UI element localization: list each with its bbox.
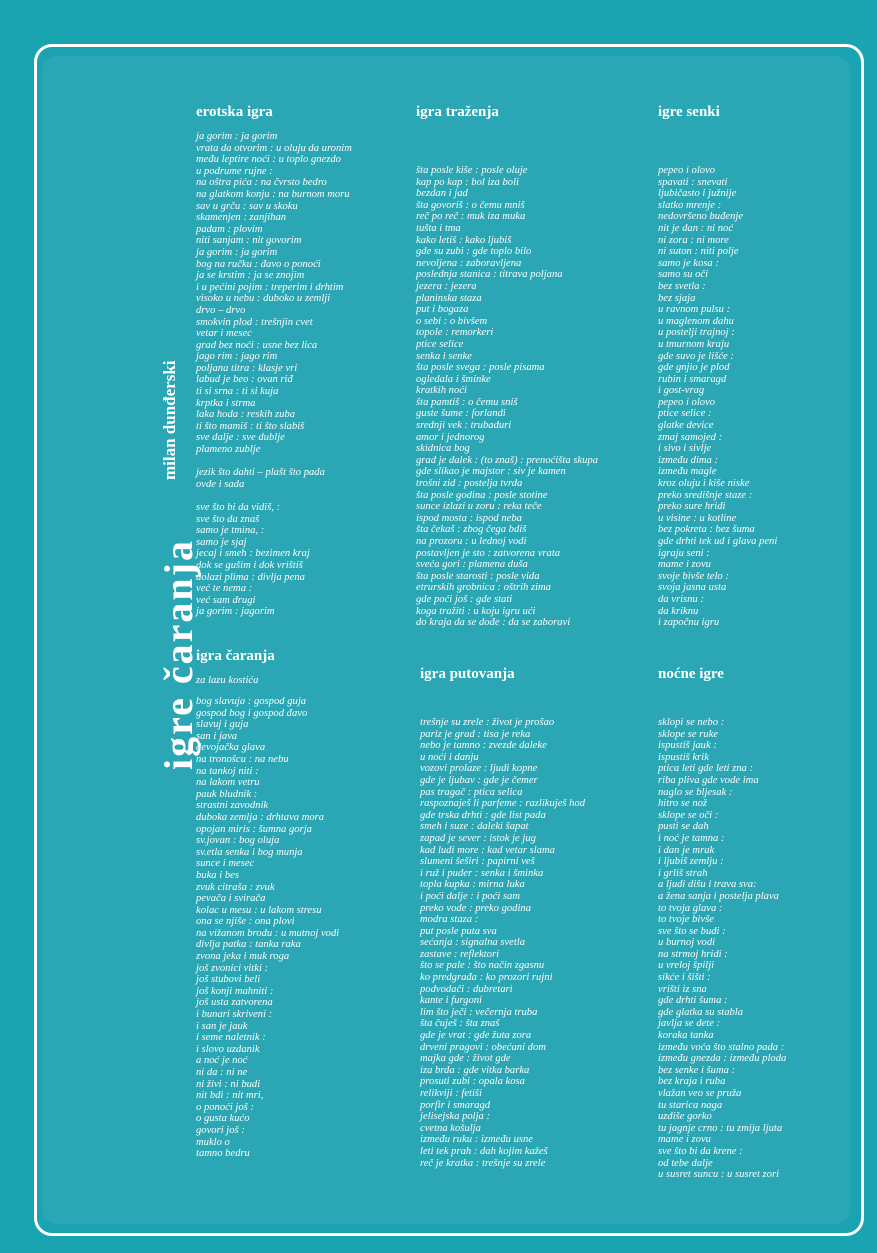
poem-line: o sebi : o bivšem	[416, 315, 488, 327]
poem-line: gde slikao je majstor : siv je kamen	[416, 466, 566, 478]
poem-line: i ruž i puder : senka i šminka	[420, 867, 544, 879]
poem-line: sklopi se nebo :	[658, 717, 725, 728]
poem-line: koga tražiti : u koju igru ući	[416, 605, 536, 617]
poem-line: već sam drugi	[196, 594, 256, 606]
poem-line: pepeo i olovo	[658, 396, 716, 408]
poem-line: mame i zovu	[658, 559, 711, 571]
poem-line: preko središnje staze :	[658, 489, 753, 501]
poem-line: i gost-vrag	[658, 385, 705, 397]
poem-line: gde glatka su stabla	[658, 1006, 744, 1018]
poem-line: sećanja : signalna svetla	[420, 937, 526, 949]
poem-line: visoko u nebu : duboko u zemlji	[196, 293, 331, 305]
poem-line: relikviji : fetiši	[420, 1088, 482, 1099]
poem-line: krptka i strma	[196, 397, 256, 409]
poem-line: strastni zavodnik	[196, 800, 269, 812]
poem-line: između voća što stalno pada :	[658, 1041, 785, 1053]
poem-line: skidnica bog	[416, 443, 470, 455]
poem-line: plameno zublje	[196, 444, 261, 456]
poem-line: sunce i mesec	[196, 858, 255, 870]
poem-line: koraka tanka	[658, 1030, 714, 1042]
poem-line: skamenjen : zanjihan	[196, 212, 287, 224]
poem-line: put posle puta sva	[420, 925, 497, 937]
poem-line: u vreloj špilji	[658, 960, 715, 972]
poem-line: i u pećini pojim : treperim i drhtim	[196, 281, 344, 293]
poem-line: sveća gori : plamena duša	[416, 559, 528, 571]
poem-line: da kriknu	[658, 605, 699, 617]
poem-line: a ljudi dišu i trava sva:	[658, 879, 757, 891]
poem-line: slavuj i guja	[196, 719, 249, 731]
section-trazenja	[416, 104, 598, 629]
poem-line: sikće i šišti :	[658, 972, 711, 984]
section-title: igra putovanja	[420, 666, 515, 682]
poem-line: drvo – drvo	[196, 304, 246, 316]
poem-line: svoja jasna usta	[658, 582, 727, 594]
poem-line: kante i furgoni	[420, 995, 482, 1007]
poem-line: i seme naletnik :	[196, 1032, 266, 1044]
poem-line: šta posle starosti : posle vida	[416, 570, 540, 582]
poem-line: bezdan i jad	[416, 188, 468, 200]
poem-line: niti sanjam : nit govorim	[196, 235, 302, 247]
poem-line: na strmoj hridi :	[658, 948, 728, 960]
poem-line: riba pliva gde vode ima	[658, 774, 759, 786]
poem-line: put i bogaza	[416, 304, 469, 316]
poem-line: ljubičasto i južnije	[658, 188, 737, 200]
poem-line: na tankoj niti :	[196, 765, 259, 777]
poem-line: šta posle svega : posle pisama	[416, 362, 545, 374]
poem-line: sve što da znaš	[196, 513, 260, 525]
poem-line: poslednja stanica : titrava poljana	[416, 269, 563, 281]
poem-line: jago rim : jago rim	[196, 351, 278, 363]
poem-line: među leptire noći : u toplo gnezdo	[196, 154, 341, 166]
poem-line: gde trska drhti : gde list pada	[420, 809, 546, 821]
poem-line: bez svetla :	[658, 280, 706, 292]
poem-line: ni suton : niti polje	[658, 246, 739, 258]
poem-line: to tvoja glava :	[658, 902, 723, 914]
poem-line: ogledala i šminke	[416, 373, 491, 385]
section-title: igra traženja	[416, 104, 499, 120]
poem-line: šta posle kiše : posle oluje	[416, 165, 528, 176]
poem-line: gde drhti šuma :	[658, 995, 728, 1007]
poem-line: pepeo i olovo	[658, 165, 716, 176]
poem-line: ispod mosta : ispod neba	[416, 512, 522, 524]
poem-lines	[658, 717, 786, 1181]
poem-line: ispustiš jauk :	[658, 740, 717, 752]
poem-line: šta posle godina : posle stotine	[416, 489, 548, 501]
poem-line: vetar i mesec	[196, 328, 252, 340]
poem-line: ni živi : ni budi	[196, 1078, 261, 1090]
poem-line: u burnoj vodi	[658, 937, 716, 949]
poem-line: još stubovi beli	[196, 974, 261, 986]
poem-line: majka gde : život gde	[420, 1053, 511, 1065]
poem-line: i dan je mrak	[658, 844, 715, 856]
book-title: igre čaranja	[156, 539, 201, 770]
poem-line: ptice selice	[416, 338, 464, 350]
poem-line: na lakom vetru	[196, 777, 260, 789]
poem-line: bez senke i šuma :	[658, 1064, 736, 1076]
poem-line: sv.etla senka i bog munja	[196, 846, 303, 858]
poem-line: jezik što dahti – plašt što pada	[196, 467, 325, 479]
poem-line: bez kraja i ruba	[658, 1076, 726, 1088]
poem-line: što se pale : što način zgasnu	[420, 960, 545, 972]
poem-line: i bunari skriveni :	[196, 1009, 273, 1021]
poem-line: topla kupka : mirna luka	[420, 879, 525, 891]
poem-line: amor i jednorog	[416, 431, 485, 443]
poem-line: pas tragač : ptica selica	[420, 786, 523, 798]
poem-line: gde je vrat : gde žuta zora	[420, 1030, 532, 1042]
poem-line: trešnje su zrele : život je prošao	[420, 717, 555, 728]
poem-line: pauk bludnik :	[196, 788, 258, 800]
poem-line: postavljen je sto : zatvorena vrata	[416, 547, 561, 559]
poem-line: smokvin plod : trešnjin cvet	[196, 316, 313, 328]
poem-line: san i java	[196, 730, 238, 742]
poem-line: planinska staza	[416, 292, 482, 304]
poem-line: gde gnjio je plod	[658, 362, 730, 374]
poem-line: zastave : reflektori	[420, 948, 500, 960]
poem-line: nebo je tamno : zvezde daleke	[420, 740, 547, 752]
poem-line: o ponoći još :	[196, 1101, 254, 1113]
poem-line: između dima :	[658, 454, 719, 466]
poem-line: ni zora : ni more	[658, 234, 729, 246]
section-title: erotska igra	[196, 104, 273, 120]
poem-line: šta pamtiš : o čemu sniš	[416, 396, 518, 408]
poem-line: ona se njiše : ona plovi	[196, 916, 295, 928]
poem-line: na vižanom brodu : u mutnoj vodi	[196, 927, 340, 939]
poem-line: preko vode : preko godina	[420, 902, 532, 914]
poem-line: sklope se ruke	[658, 728, 719, 740]
poem-line: grad bez noći : usne bez lica	[196, 339, 318, 351]
poem-line: zapad je sever : istok je jug	[420, 832, 536, 844]
poem-line	[196, 490, 352, 502]
poem-line: šta čuješ : šta znaš	[420, 1018, 500, 1030]
poem-line: nit je dan : ni noć	[658, 222, 734, 234]
poem-line: kako letiš : kako ljubiš	[416, 234, 512, 246]
poem-line: gde je ljubav : gde je čemer	[420, 774, 538, 786]
poem-line: naglo se bljesak :	[658, 786, 733, 798]
poem-lines	[420, 717, 585, 1169]
poem-line: slumeni šeširi : papirni veš	[420, 856, 535, 868]
poem-line: od tebe dalje	[658, 1157, 713, 1169]
poem-line: spavati : snevati	[658, 176, 728, 188]
poem-line: između magle	[658, 466, 717, 478]
poem-line: a žena sanja i postelja plava	[658, 890, 779, 902]
poem-line: dok se gušim i dok vrištiš	[196, 559, 303, 571]
poem-line: prosuti zubi : opala kosa	[420, 1076, 525, 1088]
poem-line: a noć je noć	[196, 1055, 248, 1067]
poem-line: ja se krstim : ja se znojim	[196, 270, 305, 282]
poem-line: guste šume : forlandi	[416, 408, 506, 420]
poem-line: vrišti iz sna	[658, 983, 707, 995]
poem-line: leti tek prah : dah kojim kažeš	[420, 1145, 548, 1157]
poem-line: kap po kap : bol iza boli	[416, 176, 519, 188]
poem-line: sunce izlazi u zoru : reka teče	[416, 501, 542, 513]
poem-line: u ravnom pulsu :	[658, 304, 731, 316]
poem-line: sklope se oči :	[658, 809, 719, 821]
poem-line: kroz oluju i kiše niske	[658, 478, 750, 490]
poem-line: vlažan veo se pruža	[658, 1088, 742, 1099]
poem-line: reč je kratka : trešnje su zrele	[420, 1157, 546, 1169]
poem-line: na tronošcu : na nebu	[196, 753, 289, 765]
book-author: milan dunđerski	[160, 360, 179, 480]
poem-lines	[196, 696, 339, 1160]
poem-line: sav u grču : sav u skoku	[196, 200, 298, 212]
poem-line: na oštra pića : na čvrsto bedro	[196, 177, 327, 189]
poem-line: bog slavuja : gospod guja	[196, 696, 307, 707]
poem-line: ni da : ni ne	[196, 1067, 248, 1078]
poem-line: još usta zatvorena	[196, 997, 273, 1009]
poem-line: između ruku : između usne	[420, 1134, 533, 1146]
poem-line: u podrume rujne :	[196, 165, 273, 177]
poem-line: ja gorim : ja gorim	[196, 246, 278, 258]
poem-line: i započnu igru	[658, 617, 720, 629]
poem-line: bog na ručku : đavo o ponoći	[196, 258, 321, 270]
poem-lines	[196, 131, 352, 618]
poem-line	[196, 456, 352, 468]
poem-line: igraju seni :	[658, 547, 710, 559]
poem-line: kolac u mesu : u lakom stresu	[196, 904, 322, 916]
poem-line: tu jagnje crno : tu zmija ljuta	[658, 1122, 783, 1134]
poem-line: glatke device	[658, 420, 714, 432]
poem-line: laka hoda : reskih zuba	[196, 409, 296, 421]
poem-line: šta čekaš : zbog čega bdiš	[416, 524, 527, 536]
poem-line: poljana titra : klasje vri	[196, 362, 298, 374]
poem-line: etrurskih grobnica : oštrih zima	[416, 582, 551, 594]
poem-line: kad ludi more : kad vetar slama	[420, 844, 555, 856]
section-caranja	[196, 648, 339, 1160]
poem-line: jelisejska polja :	[420, 1111, 491, 1123]
poem-line: senka i senke	[416, 350, 472, 362]
poem-line: padam : plovim	[196, 223, 263, 235]
poem-line: vrata da otvorim : u oluju da uronim	[196, 142, 352, 154]
poem-line: drveni pragovi : obećani dom	[420, 1041, 546, 1053]
poem-line: samo su oči	[658, 269, 709, 281]
poem-line: bez pokreta : bez šuma	[658, 524, 755, 536]
poem-line: ti što mamiš : ti što slabiš	[196, 420, 305, 432]
poem-line: sve dalje : sve dublje	[196, 432, 285, 444]
poem-line: vozovi prolaze : ljudi kopne	[420, 763, 538, 775]
poem-line: nedovršeno buđenje	[658, 211, 744, 223]
poem-line: sve što bi da krene :	[658, 1145, 743, 1157]
poem-line: ti si srna : ti si kuja	[196, 386, 279, 398]
poem-line: labud je beo : ovan riđ	[196, 374, 293, 386]
poem-line: opojan miris : šumna gorja	[196, 823, 312, 835]
poem-line: hitro se nož	[658, 798, 708, 810]
poem-lines	[416, 165, 598, 629]
poem-line: jecaj i smeh : bezimen kraj	[196, 548, 310, 560]
poem-line: svoje bivše telo :	[658, 570, 729, 582]
poem-line: nevoljena : zaboravljena	[416, 257, 522, 269]
poem-line: da vrisnu :	[658, 593, 704, 605]
poem-line: bez sjaja	[658, 292, 696, 304]
poem-line: cvetna košulja	[420, 1122, 481, 1134]
poem-line: grad je dalek : (to znaš) : prenoćišta skupa	[416, 454, 599, 466]
poem-line: samo je sjaj	[196, 536, 247, 548]
poem-line: do kraja da se dođe : da se zaboravi	[416, 617, 571, 629]
poem-line: nit bdi : nit mri,	[196, 1090, 264, 1102]
poem-line: još konji mahniti :	[196, 985, 274, 997]
poem-line: u maglenom dahu	[658, 315, 734, 327]
poem-lines	[658, 165, 777, 629]
poem-line: tu starica naga	[658, 1099, 723, 1111]
poem-line: ptica leti gde leti zna :	[658, 763, 754, 775]
poem-line: javlja se dete :	[658, 1018, 721, 1030]
poem-line: šta govoriš : o čemu mniš	[416, 199, 525, 211]
poem-line: i poći dalje : i poći sam	[420, 890, 521, 902]
poem-line: smeh i suze : daleki šapat	[420, 821, 529, 833]
poem-line: porfir i smaragd	[420, 1099, 491, 1111]
poem-line: o gusta kućo	[196, 1113, 250, 1125]
poem-line: mame i zovu	[658, 1134, 711, 1146]
poem-line: iza brda : gde vitka barka	[420, 1064, 530, 1076]
poem-line: gde poći još : gde stati	[416, 593, 513, 605]
poem-line: i grliš strah	[658, 867, 708, 879]
poem-line: to tvoje bivše	[658, 914, 714, 926]
poem-line: slatko mrenje :	[658, 199, 722, 211]
poem-line: samo je kosa :	[658, 257, 719, 269]
poem-line: duboka zemlja : drhtava mora	[196, 811, 325, 823]
poem-line: u susret suncu : u susret zori	[658, 1169, 780, 1181]
section-nocne	[658, 666, 786, 1181]
poem-line: topole : remorkeri	[416, 327, 494, 339]
poem-line: i noć je tamna :	[658, 832, 725, 844]
poem-line: ko predgrađa : ko prozori rujni	[420, 972, 553, 984]
poem-line: gde suvo je lišće :	[658, 350, 734, 362]
poem-line: pusti se dah	[658, 821, 709, 833]
poem-line: rubin i smaragd	[658, 373, 727, 385]
poem-line: u postelji trajnoj :	[658, 327, 735, 339]
poem-line: jezera : jezera	[416, 280, 477, 292]
poem-line: kratkih noći	[416, 385, 467, 397]
poem-line: lim što ječi : večernja truba	[420, 1006, 538, 1018]
poem-line: raspoznaješ li parfeme : razlikuješ hod	[420, 798, 586, 810]
poem-line: ptice selice :	[658, 408, 712, 420]
poem-line: gde su zubi : gde toplo bilo	[416, 246, 532, 258]
poem-line: ovde i sada	[196, 478, 245, 490]
poem-line: divlja patka : tanka raka	[196, 939, 301, 951]
poem-line: zvona jeka i muk roga	[196, 951, 290, 963]
section-title: igra čaranja	[196, 648, 275, 664]
poem-line: u visine : u kotline	[658, 512, 737, 524]
poem-line: samo je tmina, :	[196, 525, 265, 537]
poem-line: muklo o	[196, 1136, 230, 1148]
poem-line: tamno bedru	[196, 1148, 250, 1160]
poem-line: ispustiš krik	[658, 751, 709, 763]
poem-line: preko sure hridi	[658, 501, 726, 513]
poem-line: podvodači : dubretari	[420, 983, 513, 995]
poem-line: na prozoru : u lednoj vodi	[416, 536, 527, 547]
poem-line: pariz je grad : tisa je reka	[420, 728, 531, 740]
poem-line: ja gorim : jagorim	[196, 606, 275, 618]
poem-line: buka i bes	[196, 869, 239, 881]
poem-line: ja gorim : ja gorim	[196, 131, 278, 142]
poem-line: i ljubiš zemlju :	[658, 856, 724, 868]
poem-line: dolazi plima : divlja pena	[196, 571, 305, 583]
poem-line: devojačka glava	[196, 742, 266, 754]
poem-line: govori još :	[196, 1124, 245, 1136]
poem-line: između gnezda : između ploda	[658, 1053, 787, 1065]
poem-line: zvuk citraša : zvuk	[196, 881, 275, 893]
section-title: igre senki	[658, 104, 720, 120]
poem-line: modra staza :	[420, 914, 479, 926]
poem-line: trošni zid : postelja tvrda	[416, 478, 523, 490]
poem-line: i sivo i sivlje	[658, 443, 712, 455]
section-erotska	[196, 104, 352, 618]
dedication: za lazu kostića	[196, 675, 259, 686]
poem-line: i slovo uzdanik	[196, 1043, 260, 1055]
poem-line: sve što se budi :	[658, 925, 726, 937]
poem-line: pevača i svirača	[196, 893, 266, 905]
section-putovanja	[420, 666, 585, 1169]
poem-line: još zvonici vitki :	[196, 962, 269, 974]
poem-line: sve što bi da vidiš, :	[196, 502, 281, 513]
poem-line: uzdiše gorko	[658, 1111, 712, 1123]
section-senki	[658, 104, 777, 629]
poem-line: na glatkom konju : na burnom moru	[196, 188, 350, 200]
poem-line: već te nema :	[196, 583, 253, 595]
poem-line: u tmurnom kraju	[658, 338, 730, 350]
poem-line: u noći i danju	[420, 751, 479, 763]
poem-line: i san je jauk	[196, 1020, 248, 1032]
poem-line: reč po reč : muk iza muka	[416, 211, 526, 223]
poem-line: zmaj samojed :	[658, 431, 723, 443]
poem-line: srednji vek : trubaduri	[416, 420, 512, 432]
poem-line: sv.jovan : bog oluja	[196, 835, 280, 847]
poem-line: gospod bog i gospod đavo	[196, 707, 308, 719]
poem-line: gde drhti tek ud i glava peni	[658, 536, 778, 547]
section-title: noćne igre	[658, 666, 724, 682]
poem-line: tušta i tma	[416, 222, 461, 234]
